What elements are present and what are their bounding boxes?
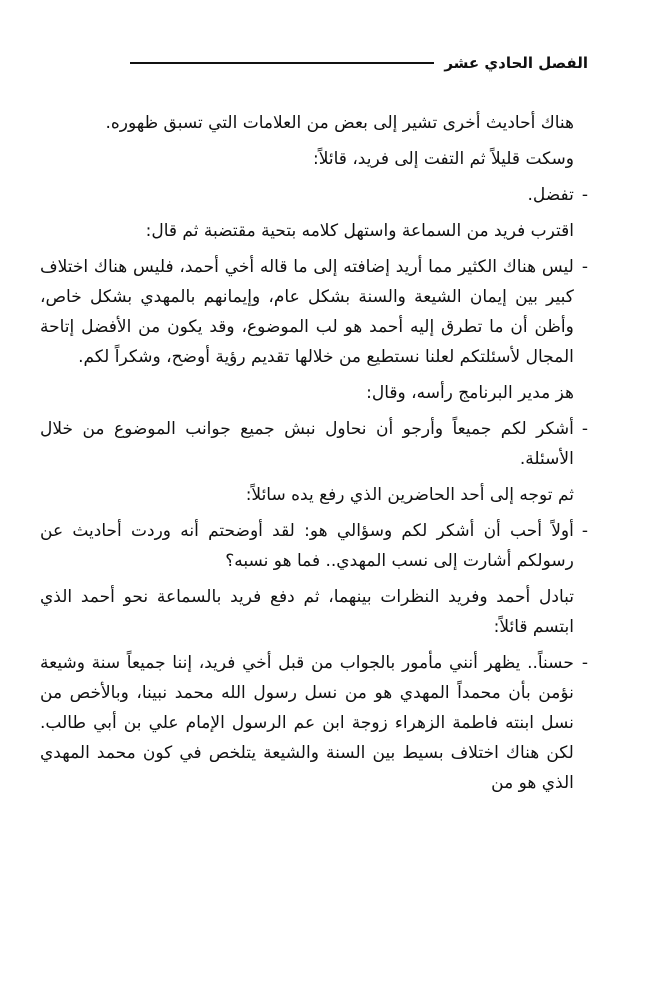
dialogue-text: أشكر لكم جميعاً وأرجو أن نحاول نبش جميع جوانب الموضوع من خلال الأسئلة.	[40, 419, 574, 469]
dialogue-dash: -	[581, 257, 588, 277]
dialogue-dash: -	[581, 653, 588, 673]
paragraph: ثم توجه إلى أحد الحاضرين الذي رفع يده سائلاً:	[245, 485, 574, 505]
paragraph: اقترب فريد من السماعة واستهل كلامه بتحية مقتضبة ثم قال:	[145, 221, 574, 241]
dialogue-text: ليس هناك الكثير مما أريد إضافته إلى ما قاله أخي أحمد، فليس هناك اختلاف كبير بين إيمان الشيعة والسنة بشكل عام، وإيمانهم بالمهدي بشكل خاص، وأظن أن ما تطرق إليه أحمد هو لب الموضوع، وقد يكون من الأفضل إتاحة المجال لأسئلتكم لعلنا نستطيع من خلالها تقديم رؤية أوضح، وشكراً لكم.	[40, 257, 574, 367]
page-header	[130, 54, 588, 72]
chapter-title: الفصل الحادي عشر	[444, 54, 588, 72]
dialogue-text: أولاً أحب أن أشكر لكم وسؤالي هو: لقد أوضحتم أنه وردت أحاديث عن رسولكم أشارت إلى نسب المهدي.. فما هو نسبه؟	[40, 521, 574, 571]
dialogue-line	[40, 180, 588, 210]
paragraph: هز مدير البرنامج رأسه، وقال:	[366, 383, 574, 403]
header-rule	[130, 62, 434, 64]
dialogue-dash: -	[581, 419, 588, 439]
dialogue-line	[40, 648, 588, 798]
dialogue-line	[40, 516, 588, 576]
paragraph: وسكت قليلاً ثم التفت إلى فريد، قائلاً:	[313, 149, 574, 169]
page-body	[40, 108, 588, 804]
dialogue-line	[40, 252, 588, 372]
dialogue-line	[40, 414, 588, 474]
dialogue-text: حسناً.. يظهر أنني مأمور بالجواب من قبل أخي فريد، إننا جميعاً سنة وشيعة نؤمن بأن محمداً المهدي هو من نسل رسول الله محمد نبينا، وبالأخص من نسل ابنته فاطمة الزهراء زوجة ابن عم الرسول الإمام علي بن أبي طالب. لكن هناك اختلاف بسيط بين السنة والشيعة يتلخص في كون محمد المهدي الذي هو من	[40, 653, 574, 793]
paragraph: تبادل أحمد وفريد النظرات بينهما، ثم دفع فريد بالسماعة نحو أحمد الذي ابتسم قائلاً:	[40, 587, 574, 637]
dialogue-dash: -	[581, 185, 588, 205]
paragraph: هناك أحاديث أخرى تشير إلى بعض من العلامات التي تسبق ظهوره.	[105, 113, 574, 133]
dialogue-dash: -	[581, 521, 588, 541]
dialogue-text: تفضل.	[527, 185, 574, 205]
